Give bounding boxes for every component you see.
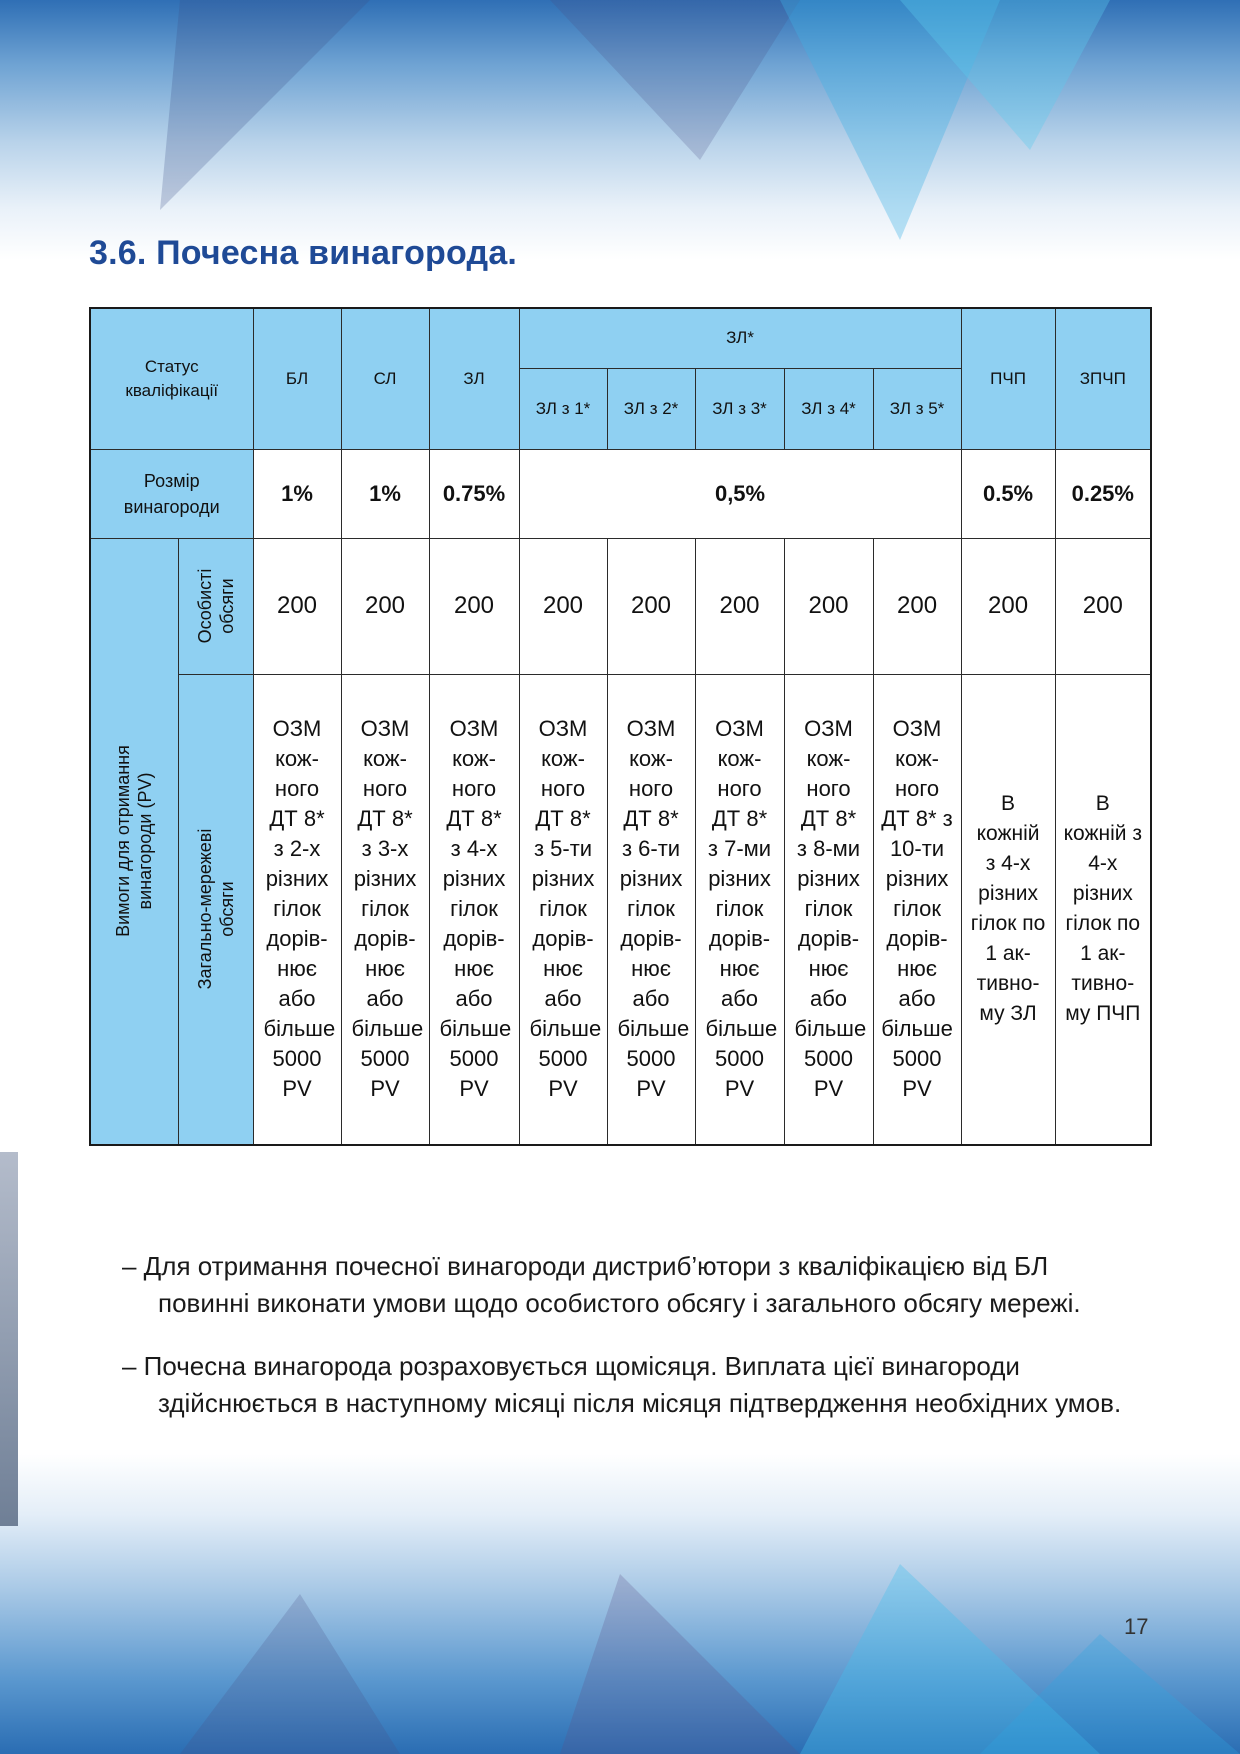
personal-volume-cell: 200 (607, 538, 695, 674)
network-volume-label-cell (178, 674, 253, 1145)
col-header-pchp: ПЧП (961, 308, 1055, 449)
status-header: Статус кваліфікації (90, 308, 253, 449)
col-header-zpchp: ЗПЧП (1055, 308, 1151, 449)
personal-volume-cell: 200 (873, 538, 961, 674)
subcol-header-zl4: ЗЛ з 4* (784, 368, 873, 449)
personal-volume-cell: 200 (429, 538, 519, 674)
network-volume-cell: В кожній з 4-х різних гілок по 1 ак- тивно- му ПЧП (1055, 674, 1151, 1145)
note-item: – Почесна винагорода розраховується щомісяця. Виплата цієї винагороди здійснюється в наступному місяці після місяця підтвердження необхідних умов. (122, 1351, 1122, 1418)
subcol-header-zl2: ЗЛ з 2* (607, 368, 695, 449)
reward-value-zl-group: 0,5% (519, 449, 961, 538)
footer-polygon-decoration (0, 1454, 1240, 1754)
side-tab-bar (0, 1152, 18, 1526)
reward-size-label: Розмір винагороди (90, 449, 253, 538)
network-volume-cell: ОЗМ кож- ного ДТ 8* з 5-ти різних гілок дорів- нює або більше 5000 PV (519, 674, 607, 1145)
network-volume-label: Загально-мережеві обсяги (194, 828, 237, 990)
requirements-label: Вимоги для отримання винагороди (PV) (113, 745, 156, 938)
section-title: 3.6. Почесна винагорода. (89, 234, 518, 272)
network-volume-cell: ОЗМ кож- ного ДТ 8* з 7-ми різних гілок дорів- нює або більше 5000 PV (695, 674, 784, 1145)
notes-list (122, 1248, 1132, 1440)
col-header-zl: ЗЛ (429, 308, 519, 449)
subcol-header-zl3: ЗЛ з 3* (695, 368, 784, 449)
header-polygon-decoration (0, 0, 1240, 260)
reward-value-zpchp: 0.25% (1055, 449, 1151, 538)
network-volume-cell: В кожній з 4-х різних гілок по 1 ак- тивно- му ЗЛ (961, 674, 1055, 1145)
col-header-sl: СЛ (341, 308, 429, 449)
reward-value-pchp: 0.5% (961, 449, 1055, 538)
col-header-bl: БЛ (253, 308, 341, 449)
reward-value-bl: 1% (253, 449, 341, 538)
requirements-label-cell (90, 538, 178, 1145)
page-number: 17 (1124, 1614, 1149, 1639)
network-volume-cell: ОЗМ кож- ного ДТ 8* з 3-х різних гілок дорів- нює або більше 5000 PV (341, 674, 429, 1145)
network-volume-cell: ОЗМ кож- ного ДТ 8* з 2-х різних гілок дорів- нює або більше 5000 PV (253, 674, 341, 1145)
personal-volume-cell: 200 (341, 538, 429, 674)
personal-volume-cell: 200 (961, 538, 1055, 674)
personal-volume-cell: 200 (695, 538, 784, 674)
personal-volume-label: Особисті обсяги (194, 568, 237, 644)
network-volume-cell: ОЗМ кож- ного ДТ 8* з 6-ти різних гілок дорів- нює або більше 5000 PV (607, 674, 695, 1145)
personal-volume-cell: 200 (519, 538, 607, 674)
subcol-header-zl5: ЗЛ з 5* (873, 368, 961, 449)
personal-volume-cell: 200 (253, 538, 341, 674)
reward-table (89, 307, 1152, 1146)
reward-value-zl: 0.75% (429, 449, 519, 538)
note-item: – Для отримання почесної винагороди дистриб’ютори з кваліфікацією від БЛ повинні виконати умови щодо особистого обсягу і загального обсягу мережі. (122, 1251, 1081, 1318)
network-volume-cell: ОЗМ кож- ного ДТ 8* з 10-ти різних гілок дорів- нює або більше 5000 PV (873, 674, 961, 1145)
subcol-header-zl1: ЗЛ з 1* (519, 368, 607, 449)
reward-value-sl: 1% (341, 449, 429, 538)
group-header-zl-star: ЗЛ* (519, 308, 961, 368)
network-volume-cell: ОЗМ кож- ного ДТ 8* з 4-х різних гілок дорів- нює або більше 5000 PV (429, 674, 519, 1145)
personal-volume-label-cell (178, 538, 253, 674)
personal-volume-cell: 200 (784, 538, 873, 674)
personal-volume-cell: 200 (1055, 538, 1151, 674)
network-volume-cell: ОЗМ кож- ного ДТ 8* з 8-ми різних гілок дорів- нює або більше 5000 PV (784, 674, 873, 1145)
